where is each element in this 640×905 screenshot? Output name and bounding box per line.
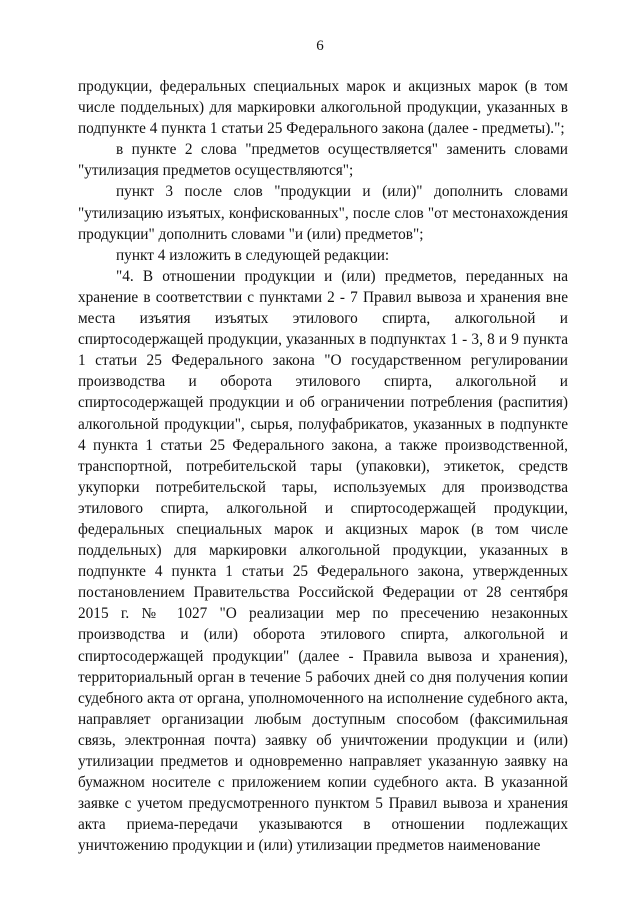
paragraph-point-4-text: "4. В отношении продукции и (или) предметов, переданных на хранение в соответствии с пунктами 2 - 7 Правил вывоза и хранения вне места изъятия изъятых этилового спирта, алкогольной и спиртосодержащей продукции, указанных в подпунктах 1 - 3, 8 и 9 пункта 1 статьи 25 Федерального закона "О государственном регулировании производства и оборота этилового спирта, алкогольной и спиртосодержащей продукции и об ограничении потребления (распития) алкогольной продукции", сырья, полуфабрикатов, указанных в подпункте 4 пункта 1 статьи 25 Федерального закона, а также производственной, транспортной, потребительской тары (упаковки), этикеток, средств укупорки потребительской тары, используемых для производства этилового спирта, алкогольной и спиртосодержащей продукции, федеральных специальных марок и акцизных марок (в том числе поддельных) для маркировки алкогольной продукции, указанных в подпункте 4 пункта 1 статьи 25 Федерального закона, утвержденных постановлением Правительства Российской Федерации от 28 сентября 2015 г. № 1027 "О реализации мер по пресечению незаконных производства и (или) оборота этилового спирта, алкогольной и спиртосодержащей продукции" (далее - Правила вывоза и хранения), территориальный орган в течение 5 рабочих дней со дня получения копии судебного акта от органа, уполномоченного на исполнение судебного акта, направляет организации любым доступным способом (факсимильная связь, электронная почта) заявку об уничтожении продукции и (или) утилизации предметов и одновременно направляет указанную заявку на бумажном носителе с приложением копии судебного акта. В указанной заявке с учетом предусмотренного пунктом 5 Правил вывоза и хранения акта приема-передачи указываются в отношении подлежащих уничтожению продукции и (или) утилизации предметов наименование	[78, 267, 568, 855]
paragraph-point-3: пункт 3 после слов "продукции и (или)" дополнить словами "утилизацию изъятых, конфискованных", после слов "от местонахождения продукции" дополнить словами "и (или) предметов";	[78, 183, 568, 243]
paragraph-point-2: в пункте 2 слова "предметов осуществляется" заменить словами "утилизация предметов осуществляются";	[78, 141, 568, 180]
paragraph-continuation: продукции, федеральных специальных марок и акцизных марок (в том числе поддельных) для маркировки алкогольной продукции, указанных в подпункте 4 пункта 1 статьи 25 Федерального закона (далее - предметы).";	[78, 78, 568, 138]
paragraph-point-4-intro: пункт 4 изложить в следующей редакции:	[116, 246, 390, 264]
page-number: 6	[316, 38, 324, 54]
document-body	[78, 76, 568, 856]
